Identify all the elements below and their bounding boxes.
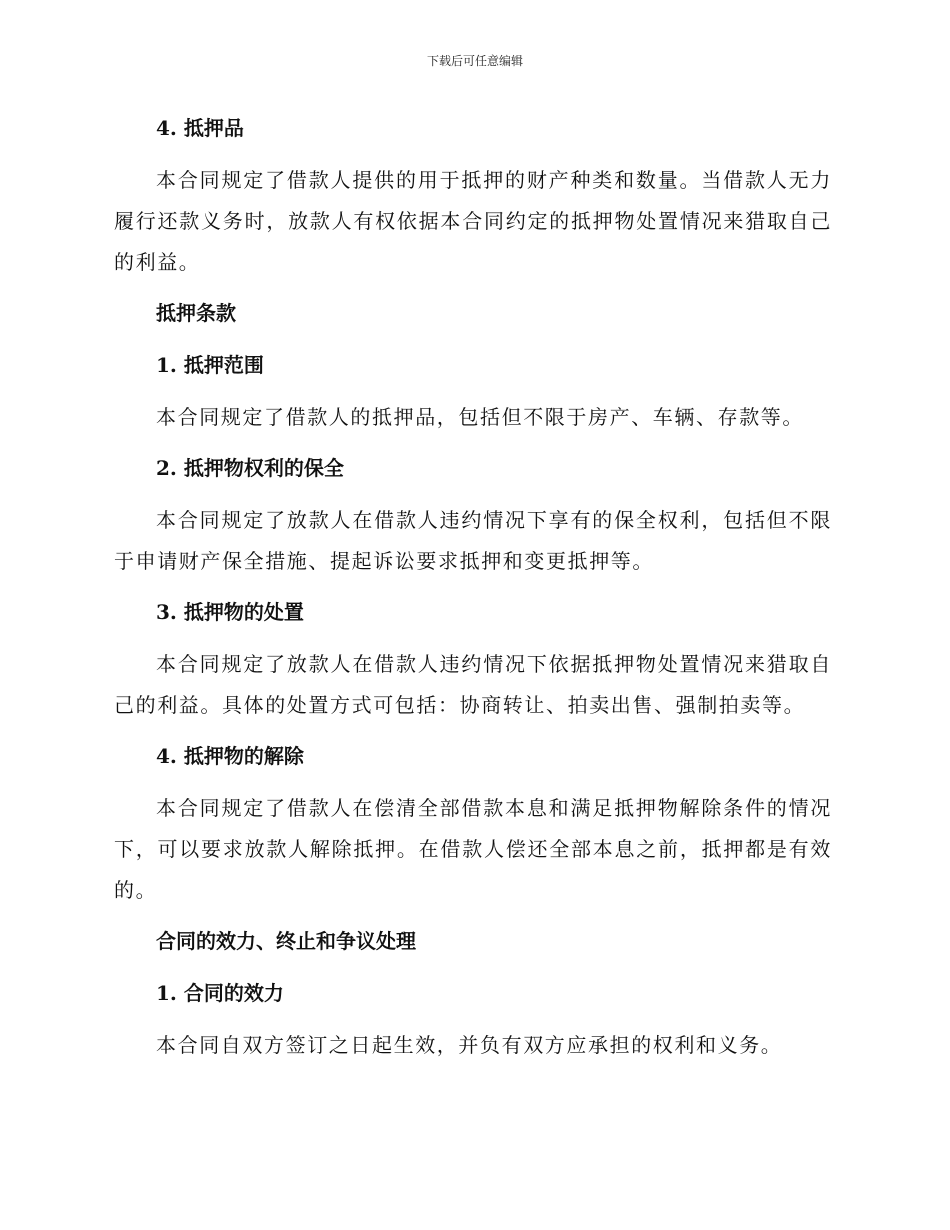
document-body [114, 108, 832, 1076]
section-heading-validity-termination: 合同的效力、终止和争议处理 [156, 929, 416, 953]
section-heading-mortgage-scope: 1. 抵押范围 [156, 353, 264, 377]
paragraph-release: 本合同规定了借款人在偿清全部借款本息和满足抵押物解除条件的情况下，可以要求放款人解除抵押。在借款人偿还全部本息之前，抵押都是有效的。 [114, 796, 832, 902]
paragraph-mortgage-scope: 本合同规定了借款人的抵押品，包括但不限于房产、车辆、存款等。 [156, 405, 804, 429]
section-heading-rights-preservation: 2. 抵押物权利的保全 [156, 456, 344, 480]
paragraph-collateral: 本合同规定了借款人提供的用于抵押的财产种类和数量。当借款人无力履行还款义务时，放款人有权依据本合同约定的抵押物处置情况来猎取自己的利益。 [114, 168, 832, 274]
paragraph-rights-preservation: 本合同规定了放款人在借款人违约情况下享有的保全权利，包括但不限于申请财产保全措施、提起诉讼要求抵押和变更抵押等。 [114, 508, 832, 573]
section-heading-disposal: 3. 抵押物的处置 [156, 600, 304, 624]
page-header-note: 下载后可任意编辑 [426, 54, 523, 68]
section-heading-release: 4. 抵押物的解除 [156, 744, 304, 768]
section-heading-collateral: 4. 抵押品 [156, 116, 244, 140]
paragraph-disposal: 本合同规定了放款人在借款人违约情况下依据抵押物处置情况来猎取自己的利益。具体的处置方式可包括：协商转让、拍卖出售、强制拍卖等。 [114, 652, 832, 717]
section-heading-contract-validity: 1. 合同的效力 [156, 981, 284, 1005]
section-heading-mortgage-terms: 抵押条款 [156, 301, 236, 325]
paragraph-contract-validity: 本合同自双方签订之日起生效，并负有双方应承担的权利和义务。 [156, 1033, 783, 1057]
